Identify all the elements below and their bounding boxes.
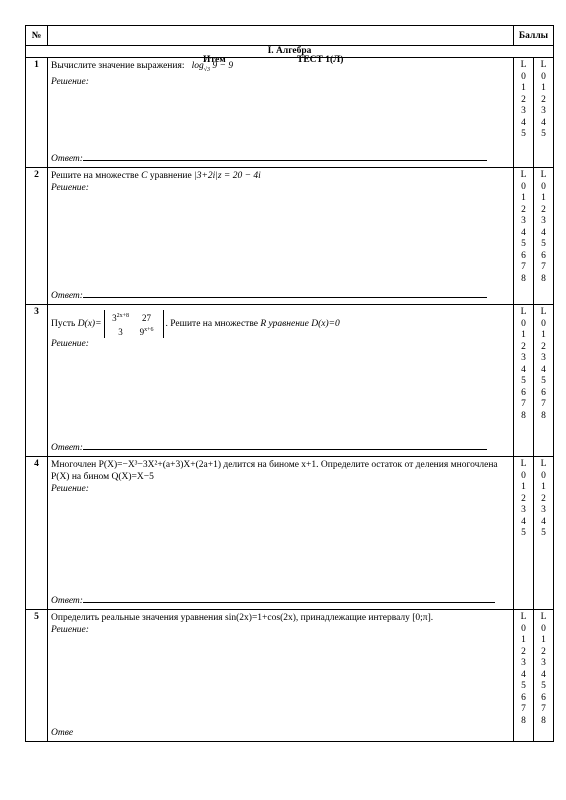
header-row [26, 26, 554, 46]
task-content [48, 58, 514, 168]
task-row [26, 457, 554, 610]
task-math: |3+2i|z = 20 − 4i [194, 171, 261, 181]
score-value[interactable]: 2 [521, 204, 526, 215]
score-value[interactable]: 1 [521, 83, 526, 93]
score-value[interactable]: 5 [521, 129, 526, 139]
score-value[interactable]: 0 [541, 71, 546, 82]
score-value[interactable]: L [540, 307, 547, 317]
score-value[interactable]: 0 [521, 318, 526, 329]
task-content [48, 168, 514, 305]
answer-field[interactable] [51, 289, 487, 302]
score-value[interactable]: L [540, 459, 547, 469]
score-value[interactable]: 5 [521, 681, 526, 691]
test-table [25, 25, 554, 742]
score-value[interactable]: 2 [541, 341, 546, 352]
solution-label: Решение: [51, 484, 89, 494]
score-value[interactable]: 3 [541, 353, 546, 363]
test-page [25, 25, 553, 742]
task-set: R [260, 319, 267, 330]
answer-field[interactable] [51, 727, 73, 739]
score-value[interactable]: L [520, 459, 527, 469]
score-value[interactable]: 2 [541, 646, 546, 657]
score-value[interactable]: 7 [521, 399, 526, 409]
score-value[interactable]: 2 [541, 94, 546, 105]
score-value[interactable]: 4 [541, 669, 546, 680]
score-value[interactable]: 5 [541, 528, 546, 538]
score-value[interactable]: 7 [541, 262, 546, 272]
section-row [26, 46, 554, 58]
score-value[interactable]: 5 [521, 376, 526, 386]
score-column-b [534, 58, 554, 168]
score-column-b [534, 305, 554, 457]
score-value[interactable]: 4 [541, 516, 546, 527]
task-math-d: D(x)= [77, 319, 102, 330]
task-equation: уравнение D(x)=0 [268, 319, 340, 330]
score-value[interactable]: L [520, 307, 527, 317]
score-value[interactable]: 5 [541, 376, 546, 386]
score-value[interactable]: 4 [521, 669, 526, 680]
score-column-b [534, 610, 554, 742]
header-number: № [26, 26, 48, 46]
score-value[interactable]: L [540, 60, 547, 70]
answer-label: Ответ: [51, 154, 83, 164]
score-value[interactable]: 6 [521, 692, 526, 703]
score-value[interactable]: 6 [541, 250, 546, 261]
task-number: 3 [26, 305, 48, 457]
score-value[interactable]: 1 [521, 482, 526, 492]
score-value[interactable]: 2 [541, 493, 546, 504]
score-value[interactable]: 4 [521, 227, 526, 238]
score-value[interactable]: 0 [541, 318, 546, 329]
task-text-post: . Решите на множестве [165, 319, 258, 330]
det-a22: $9^{x+6}$ [139, 327, 154, 337]
task-text: Многочлен P(X)=−X³−3X²+(a+3)X+(2a+1) делится на биноме x+1. Определите остаток от деления многочлена P(X) на бином Q(X)=X−5 [51, 460, 498, 482]
task-number: 1 [26, 58, 48, 168]
score-value[interactable]: 4 [541, 227, 546, 238]
score-value[interactable]: 4 [521, 117, 526, 128]
task-row [26, 168, 554, 305]
answer-label: Ответ: [51, 596, 83, 606]
score-value[interactable]: 4 [521, 516, 526, 527]
score-value[interactable]: 6 [541, 387, 546, 398]
score-column-a [514, 610, 534, 742]
score-value[interactable]: 7 [521, 704, 526, 714]
score-value[interactable]: 0 [541, 623, 546, 634]
answer-field[interactable] [51, 441, 487, 454]
score-value[interactable]: 0 [521, 470, 526, 481]
score-value[interactable]: 2 [521, 646, 526, 657]
task-content [48, 305, 514, 457]
task-content [48, 457, 514, 610]
score-value[interactable]: 1 [521, 193, 526, 203]
det-a11: $3^{2x+8}$ [112, 313, 129, 323]
score-value[interactable]: 3 [541, 658, 546, 668]
task-row [26, 58, 554, 168]
score-value[interactable]: 7 [521, 262, 526, 272]
score-value[interactable]: 8 [541, 410, 546, 421]
score-column-a [514, 168, 534, 305]
score-value[interactable]: 3 [541, 216, 546, 226]
score-value[interactable]: 1 [541, 330, 546, 340]
task-text-mid: уравнение [149, 171, 192, 181]
score-value[interactable]: 0 [521, 181, 526, 192]
score-value[interactable]: 2 [521, 94, 526, 105]
section-title: I. Алгебра [26, 46, 554, 58]
header-item-label: Итем [203, 55, 226, 65]
answer-line [83, 594, 495, 603]
task-row [26, 305, 554, 457]
score-value[interactable]: 3 [521, 216, 526, 226]
score-value[interactable]: 5 [541, 129, 546, 139]
score-value[interactable]: L [520, 612, 527, 622]
score-value[interactable]: 6 [541, 692, 546, 703]
score-column-b [534, 457, 554, 610]
score-value[interactable]: 3 [541, 505, 546, 515]
det-a21: 3 [118, 327, 123, 337]
solution-label: Решение: [51, 625, 89, 635]
task-text: Решите на множестве [51, 171, 139, 181]
score-value[interactable]: 8 [521, 273, 526, 284]
score-value[interactable]: 7 [541, 704, 546, 714]
score-value[interactable]: 1 [541, 635, 546, 645]
determinant [104, 310, 164, 338]
task-content [48, 610, 514, 742]
answer-line [83, 289, 487, 298]
score-value[interactable]: 1 [521, 330, 526, 340]
score-value[interactable]: 4 [541, 117, 546, 128]
score-value[interactable]: 2 [521, 493, 526, 504]
score-value[interactable]: 1 [541, 482, 546, 492]
score-value[interactable]: 8 [521, 410, 526, 421]
score-value[interactable]: 3 [521, 505, 526, 515]
score-column-a [514, 58, 534, 168]
score-value[interactable]: 3 [521, 353, 526, 363]
task-row [26, 610, 554, 742]
score-value[interactable]: 5 [541, 681, 546, 691]
score-value[interactable]: 6 [521, 250, 526, 261]
answer-line [83, 152, 487, 161]
score-value[interactable]: 8 [521, 715, 526, 726]
score-value[interactable]: 1 [521, 635, 526, 645]
score-value[interactable]: 3 [521, 658, 526, 668]
score-value[interactable]: 4 [541, 364, 546, 375]
answer-field[interactable] [51, 594, 495, 607]
det-a12: 27 [142, 313, 152, 323]
answer-field[interactable] [51, 152, 487, 165]
score-value[interactable]: 0 [521, 623, 526, 634]
score-column-b [534, 168, 554, 305]
task-number: 2 [26, 168, 48, 305]
score-value[interactable]: 1 [541, 83, 546, 93]
score-value[interactable]: 5 [521, 239, 526, 249]
answer-label: Ответ: [51, 291, 83, 301]
score-value[interactable]: 0 [541, 181, 546, 192]
score-value[interactable]: 2 [521, 341, 526, 352]
score-value[interactable]: 5 [541, 239, 546, 249]
score-value[interactable]: L [540, 170, 547, 180]
answer-label: Ответ: [51, 443, 83, 453]
score-value[interactable]: 8 [541, 715, 546, 726]
score-value[interactable]: 6 [521, 387, 526, 398]
score-value[interactable]: L [520, 170, 527, 180]
score-value[interactable]: 5 [521, 528, 526, 538]
task-math: $\log_{√3} 9 - 9$ [186, 61, 234, 73]
score-value[interactable]: 2 [541, 204, 546, 215]
task-set: C [141, 171, 148, 181]
score-value[interactable]: 3 [541, 106, 546, 116]
solution-label: Решение: [51, 183, 89, 193]
score-value[interactable]: 4 [521, 364, 526, 375]
task-text: Вычислите значение выражения: [51, 61, 185, 71]
task-text: Определить реальные значения уравнения sin(2x)=1+cos(2x), принадлежащие интервалу [0;π]. [51, 613, 434, 623]
answer-label: Отве [51, 728, 74, 738]
score-value[interactable]: L [540, 612, 547, 622]
answer-line [83, 441, 487, 450]
solution-label: Решение: [51, 339, 89, 349]
score-value[interactable]: 8 [541, 273, 546, 284]
task-number: 5 [26, 610, 48, 742]
score-value[interactable]: 7 [541, 399, 546, 409]
task-number: 4 [26, 457, 48, 610]
score-value[interactable]: 0 [521, 71, 526, 82]
score-value[interactable]: L [520, 60, 527, 70]
score-column-a [514, 457, 534, 610]
score-value[interactable]: 3 [521, 106, 526, 116]
header-points: Баллы [514, 26, 554, 46]
score-value[interactable]: 1 [541, 193, 546, 203]
header-test-label: ТЕСТ 1(Л) [297, 55, 344, 65]
score-value[interactable]: 0 [541, 470, 546, 481]
task-text: Пусть [51, 319, 76, 330]
score-column-a [514, 305, 534, 457]
solution-label: Решение: [51, 76, 89, 87]
